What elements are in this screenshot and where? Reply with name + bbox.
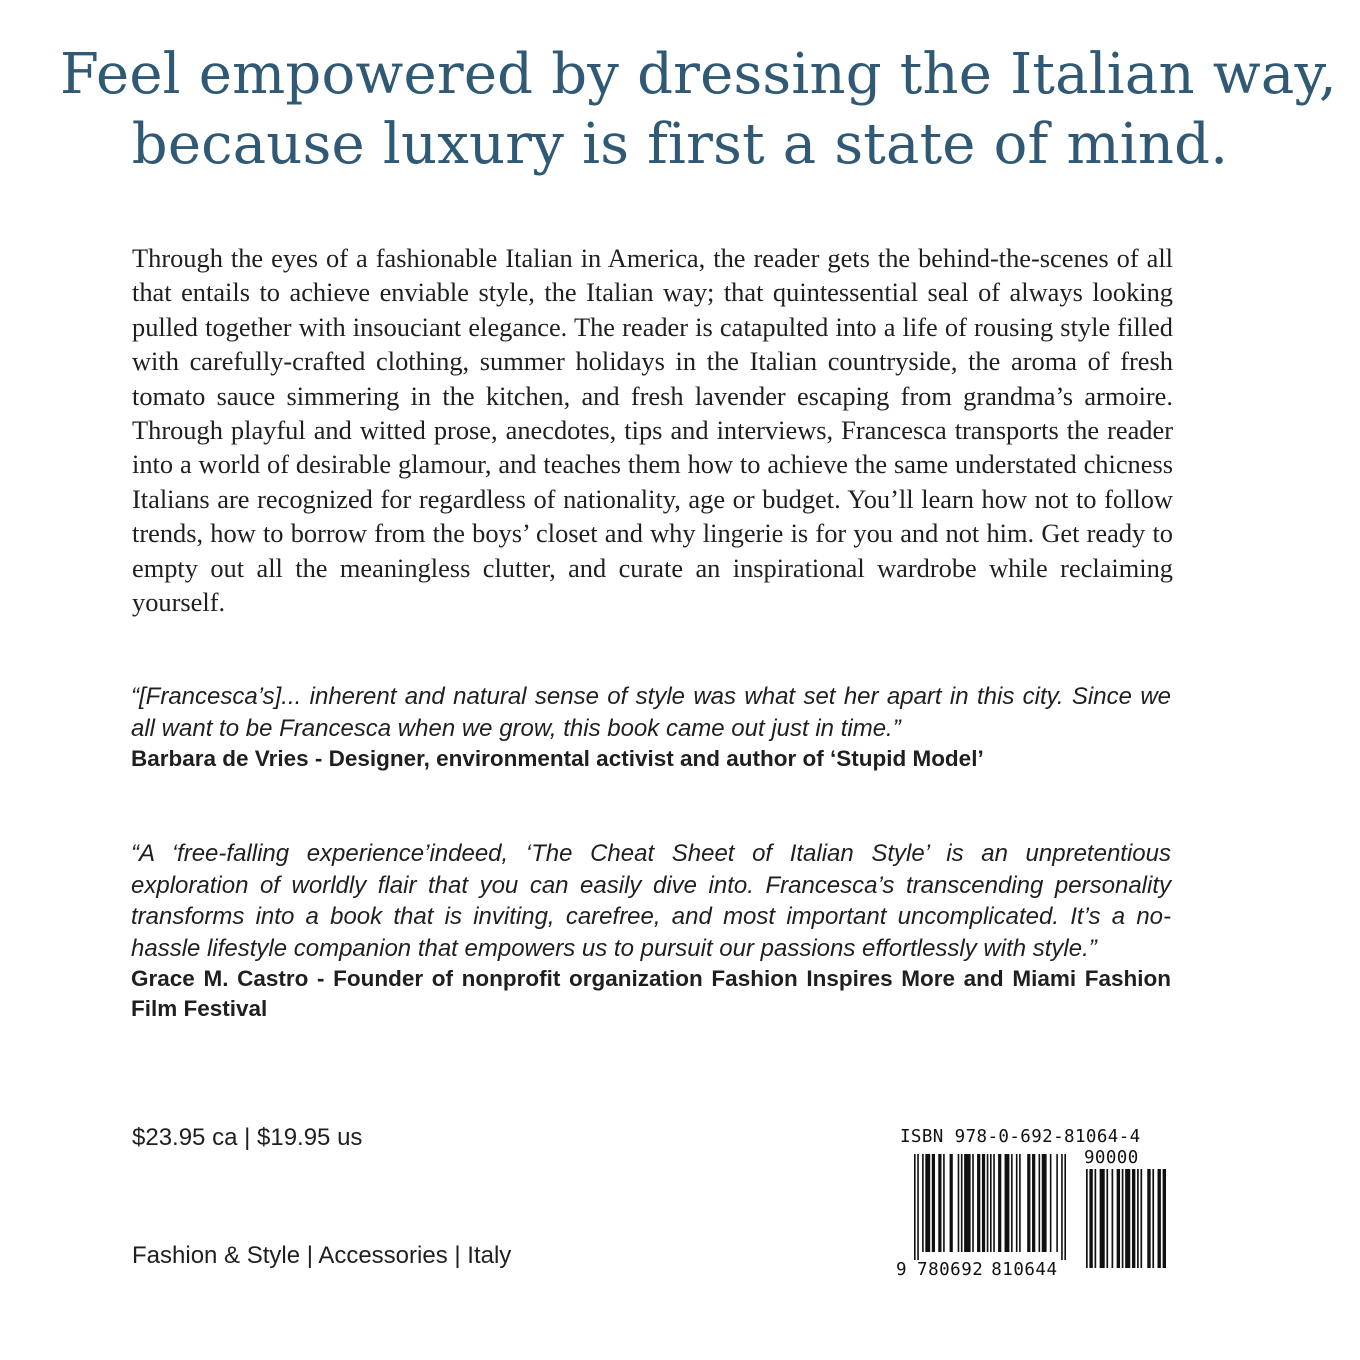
barcode-bar [1042,1154,1047,1252]
barcode-bar [1027,1154,1030,1252]
testimonial-attribution: Grace M. Castro - Founder of nonprofit organization Fashion Inspires More and Miami Fashion Film Festival [131,966,1171,1021]
price-addon-code: 90000 [1084,1148,1139,1168]
book-description: Through the eyes of a fashionable Italian in America, the reader gets the behind-the-scenes of all that entails to achieve enviable style, the Italian way; that quintessential seal of always looking pulled together with insouciant elegance. The reader is catapulted into a life of rousing style filled with carefully-crafted clothing, summer holidays in the Italian countryside, the aroma of fresh tomato sauce simmering in the kitchen, and fresh lavender escaping from grandma’s armoire. Through playful and witted prose, anecdotes, tips and interviews, Francesca transports the reader into a world of desirable glamour, and teaches them how to achieve the same understated chicness Italians are recognized for regardless of nationality, age or budget. You’ll learn how not to follow trends, how to borrow from the boys’ closet and why lingerie is for you and not him. Get ready to empty out all the meaningless clutter, and curate an inspirational wardrobe while reclaiming yourself. [132,243,1173,618]
isbn-barcode [896,1126,1176,1286]
barcode-bar [914,1154,916,1260]
price-label: $23.95 ca | $19.95 us [132,1124,363,1151]
barcode-bar [1125,1169,1130,1268]
testimonial-1 [131,681,1171,774]
barcode-left-digits: 780692 [917,1260,984,1280]
barcode-bar [1005,1154,1010,1252]
barcode-bar [1140,1169,1142,1268]
barcode-bar [950,1154,953,1252]
ean13-barcode-bars [914,1154,1066,1260]
barcode-bar [977,1154,980,1252]
barcode-right-digits: 810644 [991,1260,1058,1280]
barcode-bar [1137,1169,1139,1268]
barcode-bar [972,1154,974,1252]
barcode-bar [1039,1154,1041,1252]
barcode-bar [1095,1169,1097,1268]
barcode-bar [1100,1169,1105,1268]
barcode-bar [1106,1169,1108,1268]
barcode-bar [1132,1169,1135,1268]
barcode-bar [1064,1154,1066,1260]
barcode-bar [925,1154,930,1252]
barcode-bar [987,1154,989,1252]
barcode-bar [1050,1154,1052,1252]
barcode-bar [943,1154,945,1252]
barcode-bar [1086,1169,1088,1268]
barcode-lead-digit: 9 [896,1260,908,1280]
barcode-bar [938,1154,941,1252]
barcode-bar [1147,1169,1150,1268]
isbn-number: ISBN 978-0-692-81064-4 [900,1127,1141,1147]
barcode-bar [998,1154,1001,1252]
barcode-bar [1112,1169,1114,1268]
barcode-bar [1061,1154,1063,1260]
barcode-bar [1019,1154,1021,1252]
barcode-digits [896,1260,1057,1280]
barcode-bar [982,1154,985,1252]
barcode-bar [1016,1154,1018,1252]
barcode-bar [964,1154,970,1252]
barcode-bar [993,1154,995,1252]
barcode-bar [1117,1169,1120,1268]
testimonial-quote: “[Francesca’s]... inherent and natural sense of style was what set her apart in this city. Since we all want to be Francesca when we grow, this book came out just in time.” [131,683,1171,742]
category-label: Fashion & Style | Accessories | Italy [132,1242,512,1269]
barcode-bar [1122,1169,1124,1268]
addon-barcode-bars [1086,1169,1166,1276]
barcode-bar [1032,1154,1035,1252]
headline-line-2: because luxury is first a state of mind. [131,112,1229,177]
barcode-bar [1089,1169,1092,1268]
barcode-bar [1152,1169,1154,1268]
barcode-bar [1163,1169,1166,1268]
barcode-bar [958,1154,960,1252]
testimonial-quote: “A ‘free-falling experience’indeed, ‘The Cheat Sheet of Italian Style’ is an unpretentious exploration of worldly flair that you can easily dive into. Francesca’s transcending personality transforms into a book that is inviting, carefree, and most important uncomplicated. It’s a no-hassle lifestyle companion that empowers us to pursuit our passions effortlessly with style.” [131,840,1171,962]
barcode-bar [1157,1169,1160,1268]
barcode-bar [1056,1154,1058,1252]
barcode-bar [1011,1154,1013,1252]
headline [60,40,1337,180]
barcode-bar [961,1154,963,1252]
barcode-bar [917,1154,919,1260]
headline-line-1: Feel empowered by dressing the Italian way, [60,42,1337,107]
barcode-bar [922,1154,924,1252]
testimonial-2 [131,838,1171,1024]
barcode-bar [932,1154,935,1252]
testimonial-attribution: Barbara de Vries - Designer, environmental activist and author of ‘Stupid Model’ [131,746,984,771]
barcode-bar [990,1154,992,1252]
